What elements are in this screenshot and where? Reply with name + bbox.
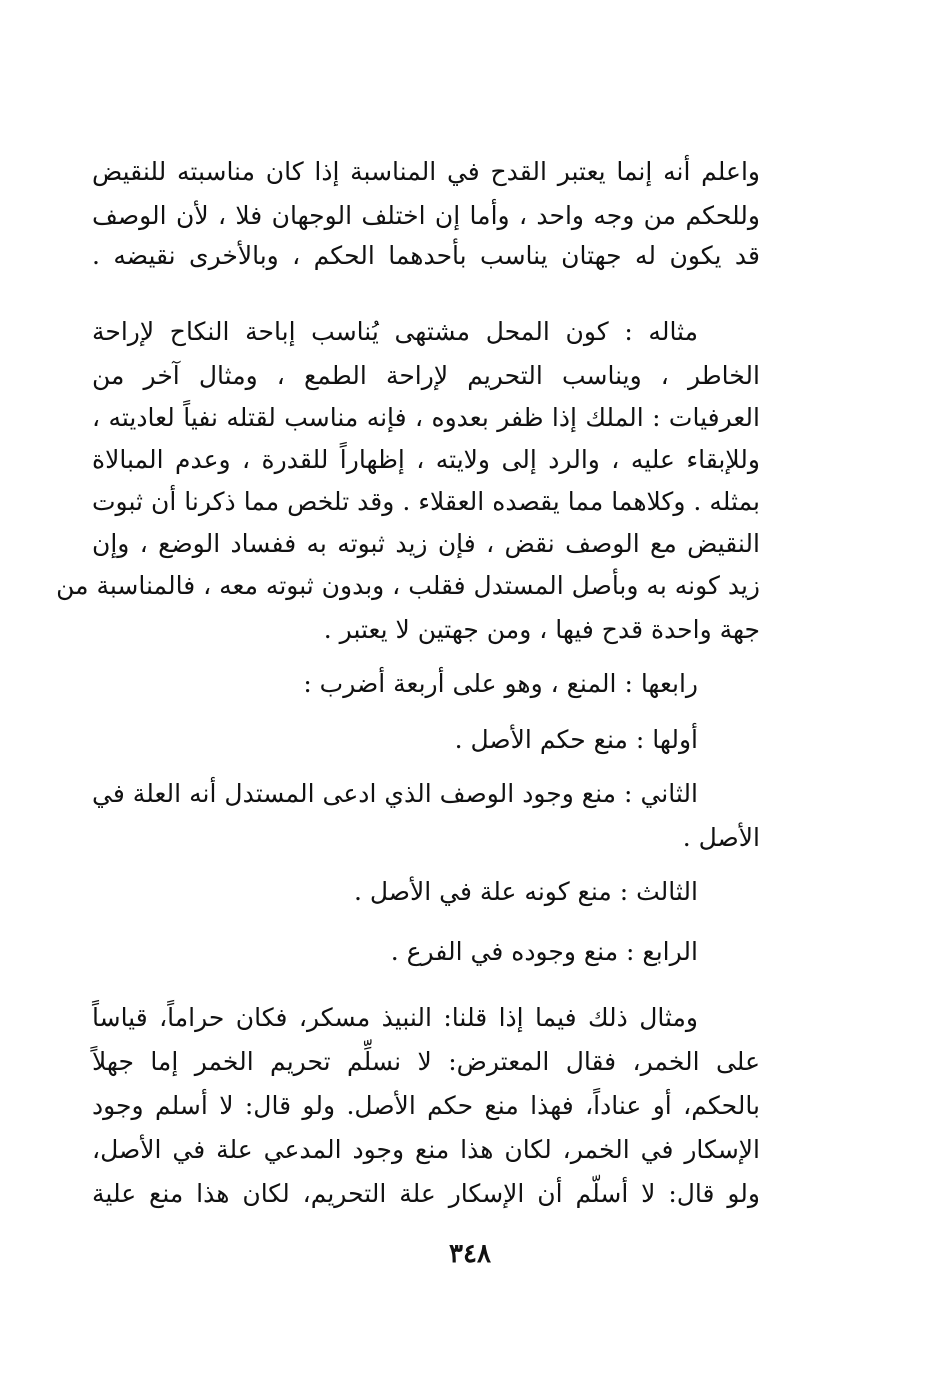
text-line: النقيض مع الوصف نقض ، فإن زيد ثبوته به ففساد الوضع ، وإن (92, 529, 760, 558)
text-line: الثاني : منع وجود الوصف الذي ادعى المستدل أنه العلة في (92, 779, 698, 808)
text-line: جهة واحدة قدح فيها ، ومن جهتين لا يعتبر . (323, 615, 760, 644)
text-line: أولها : منع حكم الأصل . (454, 725, 698, 754)
text-line: الخاطر ، ويناسب التحريم لإراحة الطمع ، ومثال آخر من (92, 361, 760, 390)
text-line: الأصل . (682, 823, 760, 852)
text-line: بمثله . وكلاهما مما يقصده العقلاء . وقد تلخص مما ذكرنا أن ثبوت (92, 487, 760, 516)
text-line: رابعها : المنع ، وهو على أربعة أضرب : (303, 669, 698, 698)
text-line: وللحكم من وجه واحد ، وأما إن اختلف الوجهان فلا ، لأن الوصف (92, 201, 760, 230)
text-line: الإسكار في الخمر، لكان هذا منع وجود المدعي علة في الأصل، (92, 1135, 760, 1164)
text-line: ولو قال: لا أسلّم أن الإسكار علة التحريم، لكان هذا منع علية (92, 1179, 760, 1208)
text-line: ومثال ذلك فيما إذا قلنا: النبيذ مسكر، فكان حراماً، قياساً (92, 1003, 698, 1032)
page-number: ٣٤٨ (449, 1239, 491, 1269)
text-line: واعلم أنه إنما يعتبر القدح في المناسبة إذا كان مناسبته للنقيض (92, 157, 760, 186)
text-line: بالحكم، أو عناداً، فهذا منع حكم الأصل. ولو قال: لا أسلم وجود (92, 1091, 760, 1120)
text-line: الثالث : منع كونه علة في الأصل . (353, 877, 698, 906)
text-line: على الخمر، فقال المعترض: لا نسلِّم تحريم الخمر إما جهلاً (92, 1047, 760, 1076)
text-line: مثاله : كون المحل مشتهى يُناسب إباحة النكاح لإراحة (92, 317, 698, 346)
text-line: العرفيات : الملك إذا ظفر بعدوه ، فإنه مناسب لقتله نفياً لعاديته ، (92, 403, 760, 432)
text-line: قد يكون له جهتان يناسب بأحدهما الحكم ، وبالأخرى نقيضه . (92, 241, 760, 270)
text-line: زيد كونه به وبأصل المستدل فقلب ، وبدون ثبوته معه ، فالمناسبة من (56, 571, 760, 600)
text-line: الرابع : منع وجوده في الفرع . (390, 937, 698, 966)
text-line: وللإبقاء عليه ، والرد إلى ولايته ، إظهاراً للقدرة ، وعدم المبالاة (92, 445, 760, 474)
